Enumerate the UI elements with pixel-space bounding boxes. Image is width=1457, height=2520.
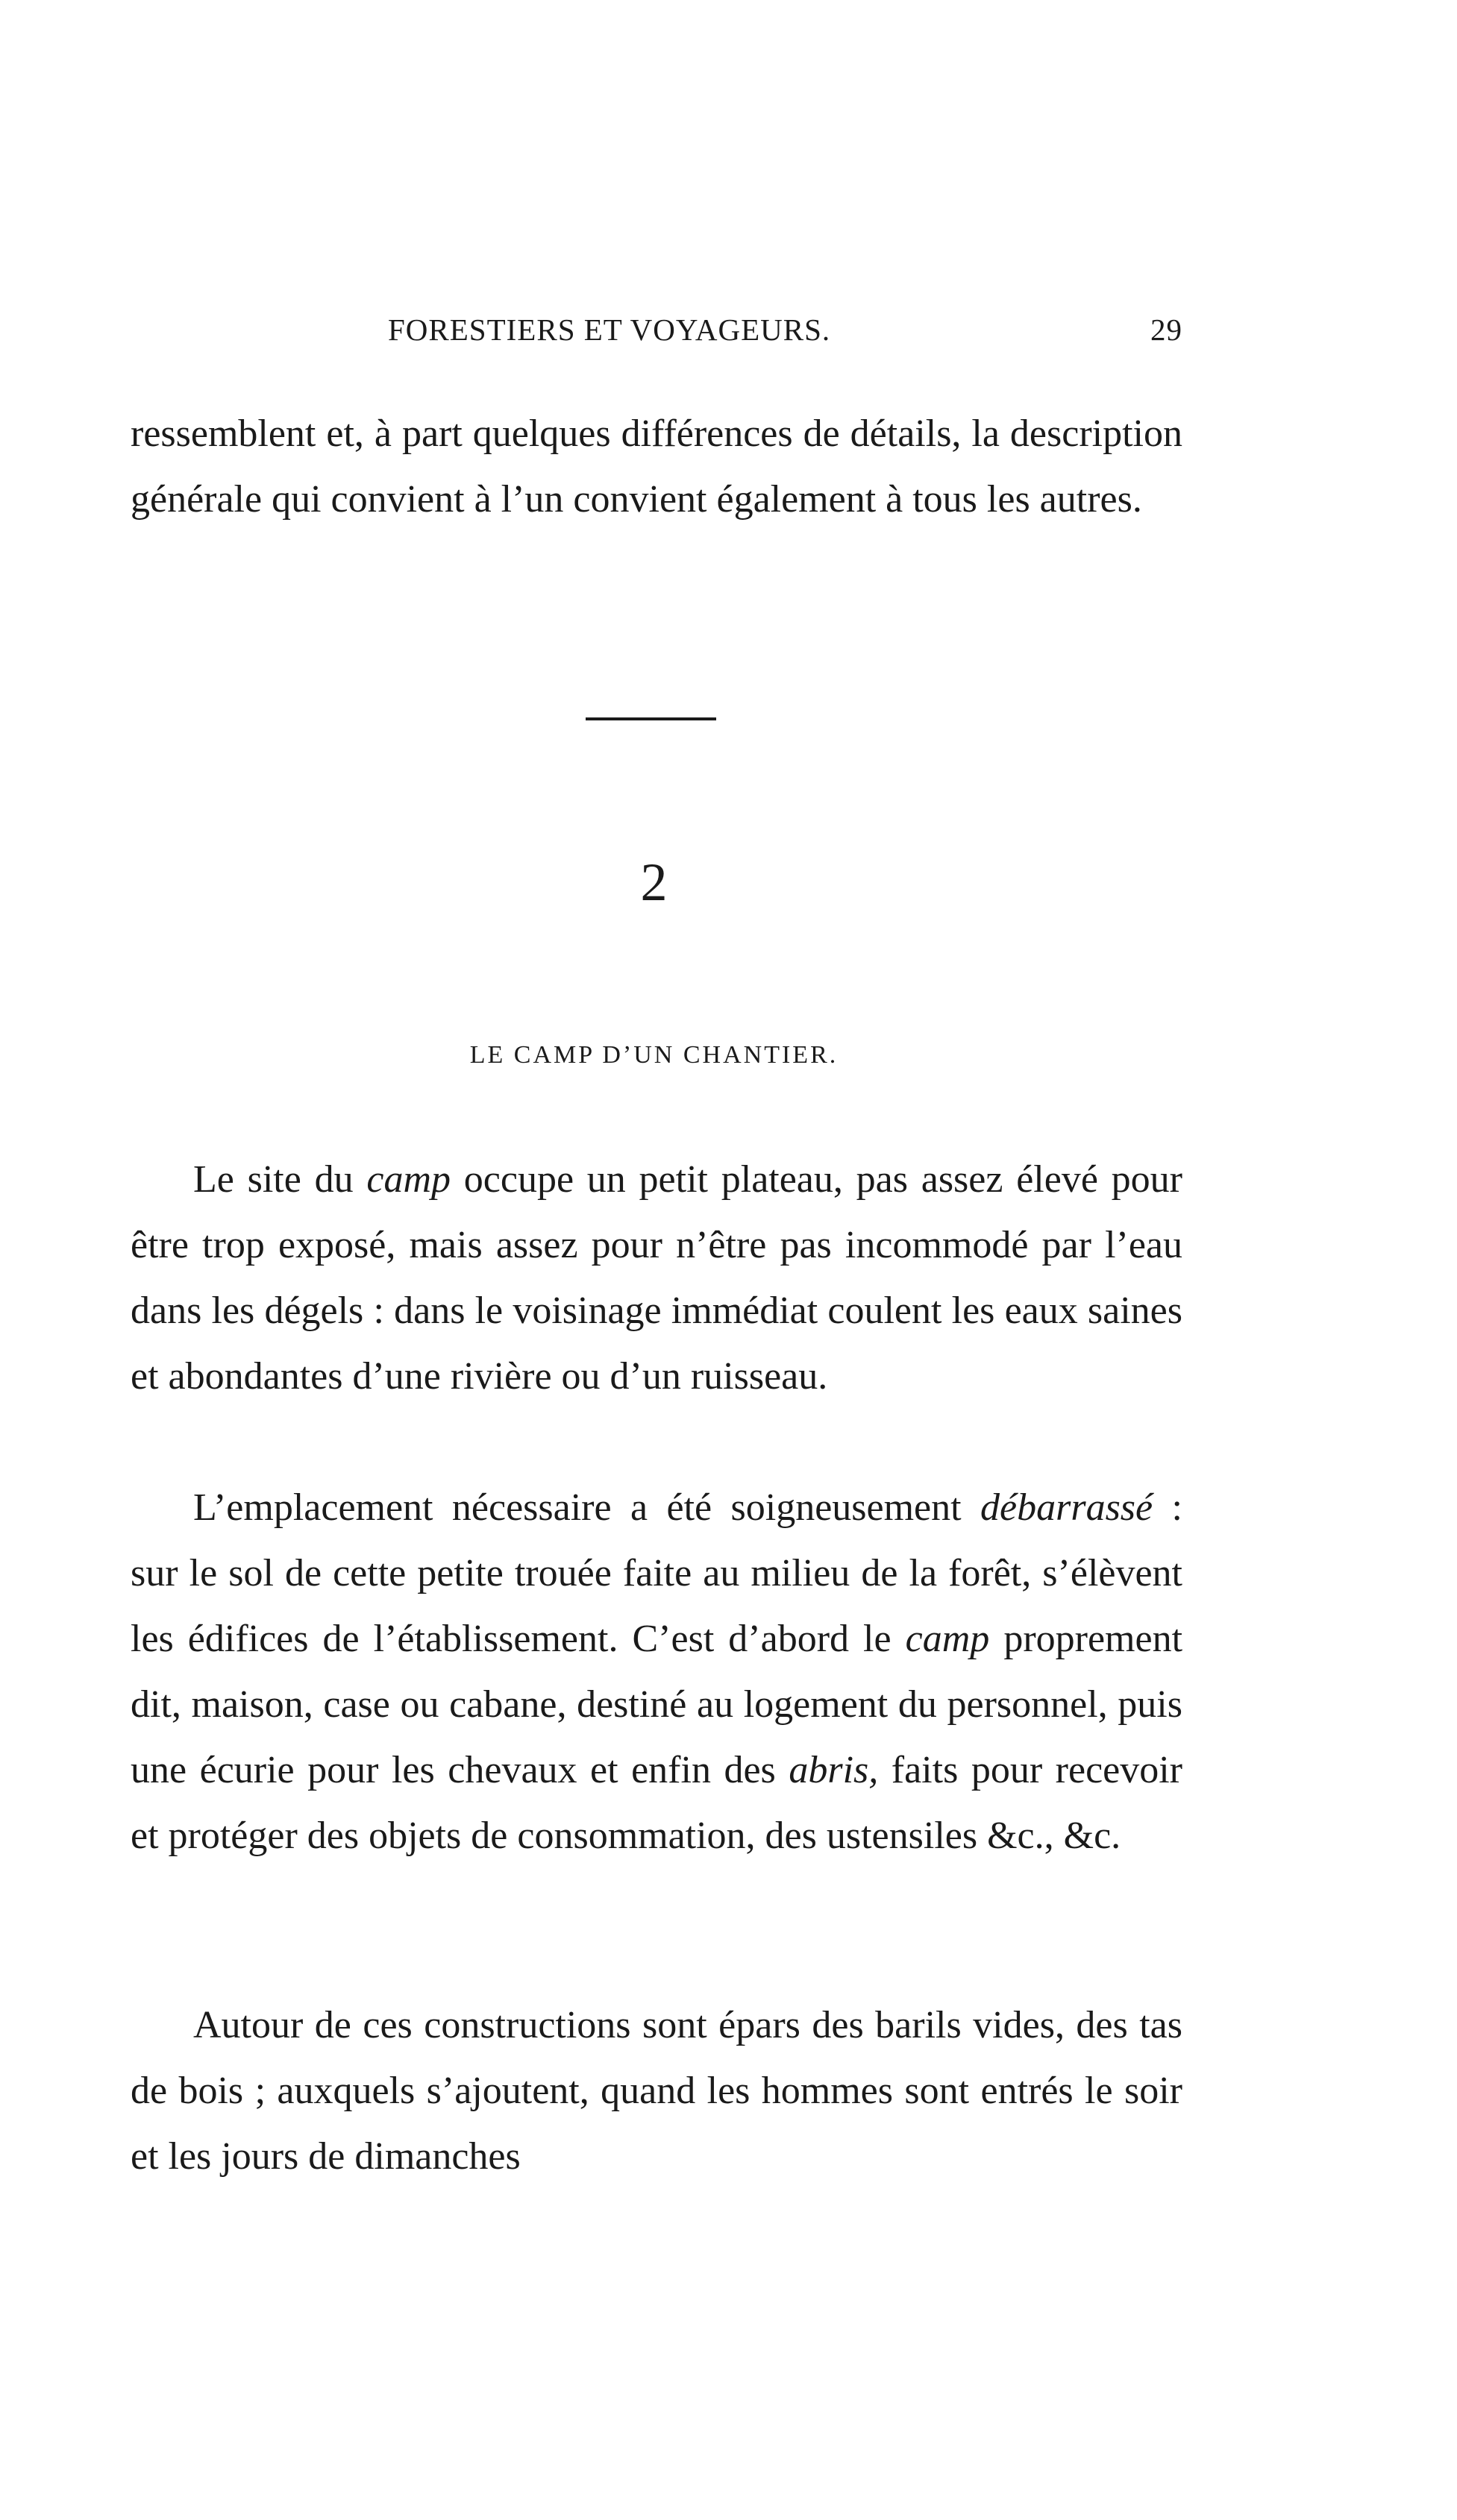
italic-term: débarrassé [980, 1486, 1153, 1529]
text-run: L’emplacement nécessaire a été soigneusement [193, 1486, 981, 1529]
section-divider-rule [586, 717, 716, 720]
section-title: LE CAMP D’UN CHANTIER. [469, 1041, 839, 1069]
text-run: : sur le sol de cette petite trouée faite au milieu de la forêt, s’élèvent les édifices de l’établissement. C’est d’abord le [131, 1486, 1182, 1660]
italic-term: camp [905, 1618, 990, 1660]
intro-text: ressemblent et, à part quelques différences de détails, la description générale qui convient à l’un convient également à tous les autres. [131, 412, 1182, 521]
page-number: 29 [1150, 312, 1182, 347]
paragraph-text: Autour de ces constructions sont épars des barils vides, des tas de bois ; auxquels s’ajoutent, quand les hommes sont entrés le soir et les jours de dimanches [131, 2004, 1182, 2178]
paragraph-camp-site [131, 1147, 1182, 1410]
text-run: proprement dit, maison, case ou cabane, destiné au logement du personnel, puis une écurie pour les chevaux et enfin des [131, 1618, 1183, 1791]
italic-term: camp [366, 1158, 451, 1201]
text-run: Le site du [193, 1158, 367, 1201]
intro-paragraph [131, 401, 1182, 532]
italic-term: abris, [789, 1749, 879, 1791]
text-run: occupe un petit plateau, pas assez élevé pour être trop exposé, mais assez pour n’être pas incommodé par l’eau dans les dégels : dans le voisinage immédiat coulent les eaux saines et abondantes d’une rivière ou d’un ruisseau. [131, 1158, 1182, 1398]
running-head [131, 312, 1182, 356]
paragraph-text [131, 1147, 1182, 1410]
section-number: 2 [640, 852, 668, 912]
text-run: faits pour recevoir et protéger des objets de consommation, des ustensiles &c., &c. [131, 1749, 1182, 1857]
paragraph-text [131, 1475, 1182, 1869]
paragraph-emplacement [131, 1475, 1182, 1869]
paragraph-surroundings [131, 1993, 1182, 2190]
running-title: FORESTIERS ET VOYAGEURS. [388, 312, 831, 347]
